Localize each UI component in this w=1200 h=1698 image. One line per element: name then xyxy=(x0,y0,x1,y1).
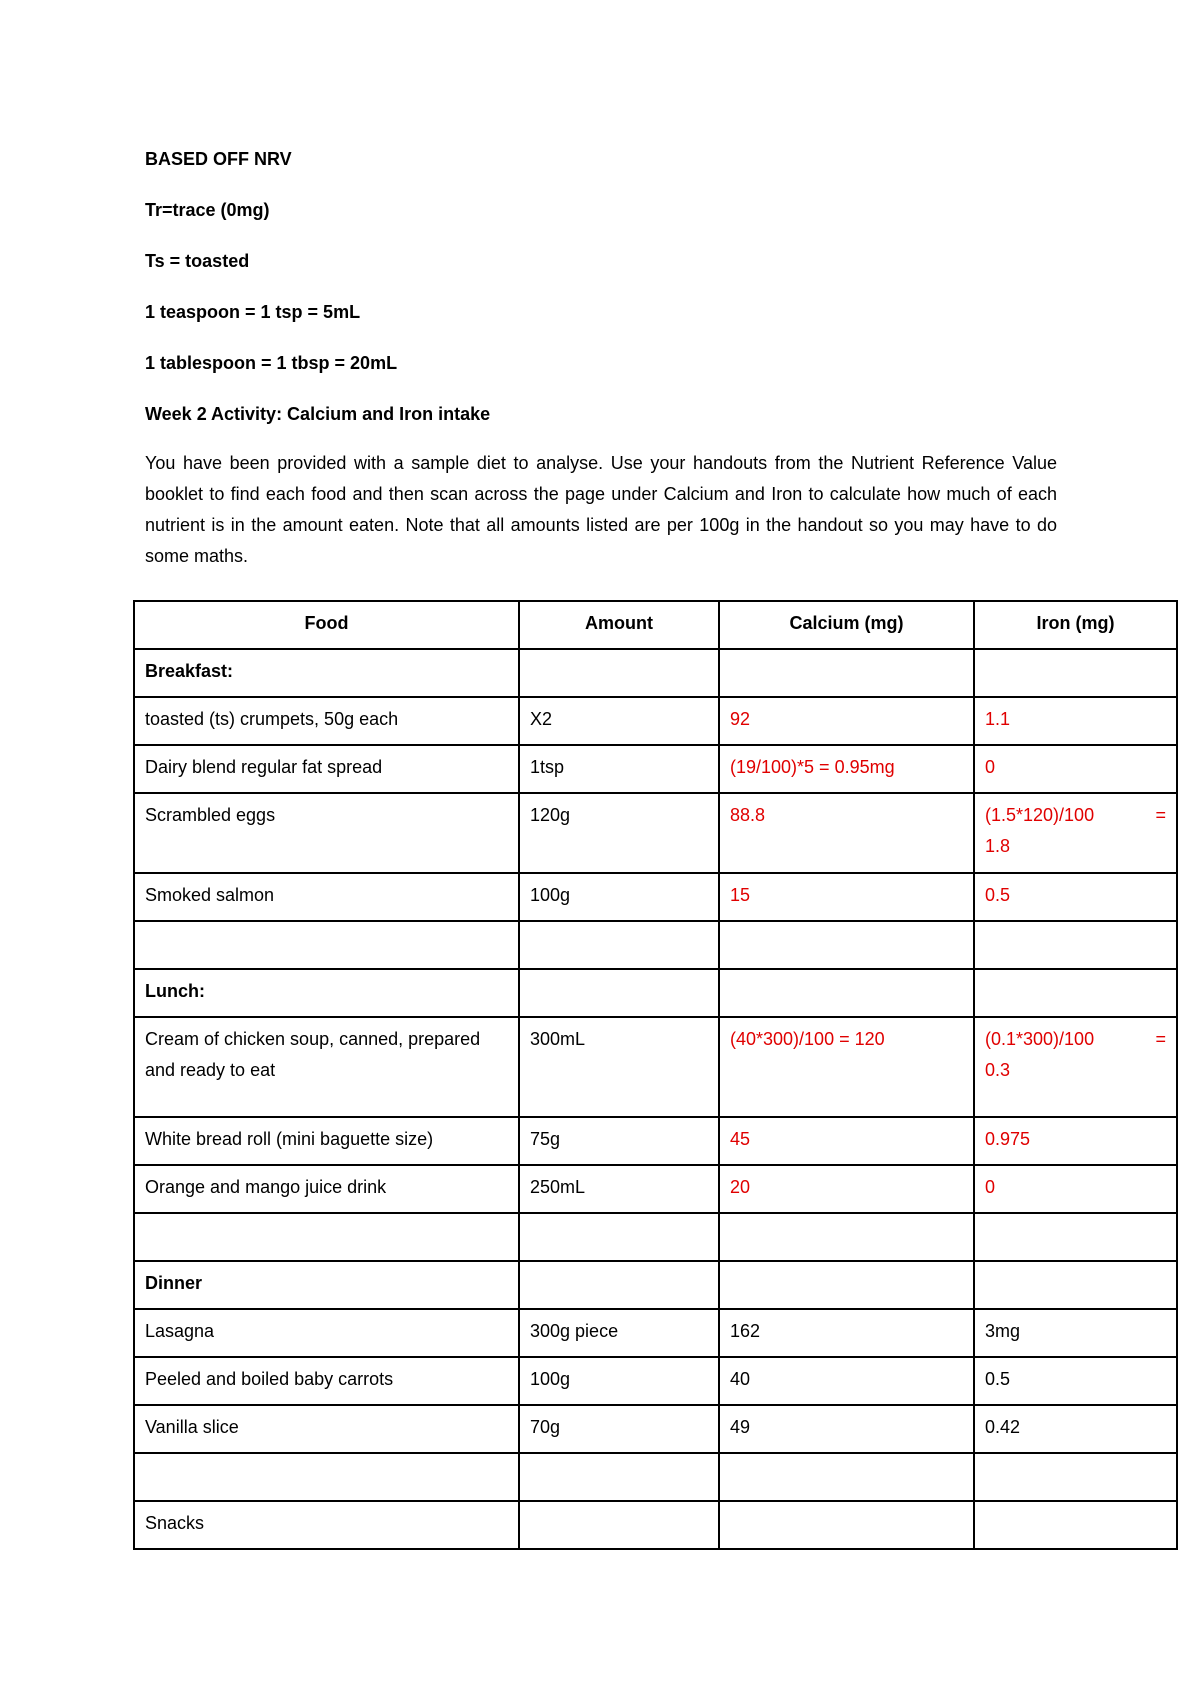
table-row xyxy=(134,1213,1177,1261)
cell-iron: 0 xyxy=(974,1165,1177,1213)
table-row xyxy=(134,1261,1177,1309)
cell-food: toasted (ts) crumpets, 50g each xyxy=(134,697,519,745)
cell-calcium xyxy=(719,1261,974,1309)
cell-iron: 0 xyxy=(974,745,1177,793)
header-iron: Iron (mg) xyxy=(974,601,1177,649)
cell-amount xyxy=(519,921,719,969)
cell-calcium xyxy=(719,921,974,969)
cell-calcium xyxy=(719,649,974,697)
legend-trace: Tr=trace (0mg) xyxy=(145,200,270,220)
cell-food: Lasagna xyxy=(134,1309,519,1357)
cell-food: Snacks xyxy=(134,1501,519,1549)
cell-calcium: 92 xyxy=(719,697,974,745)
table-row xyxy=(134,1501,1177,1549)
diet-analysis-table xyxy=(133,600,1178,1550)
iron-result: 0.3 xyxy=(985,1060,1011,1080)
cell-calcium: (19/100)*5 = 0.95mg xyxy=(719,745,974,793)
header-amount: Amount xyxy=(519,601,719,649)
cell-food: Cream of chicken soup, canned, prepared and ready to eat xyxy=(134,1017,519,1117)
cell-food: Peeled and boiled baby carrots xyxy=(134,1357,519,1405)
header-food: Food xyxy=(134,601,519,649)
cell-iron: 0.42 xyxy=(974,1405,1177,1453)
cell-iron xyxy=(974,1453,1177,1501)
cell-food xyxy=(134,1213,519,1261)
cell-amount xyxy=(519,1213,719,1261)
iron-formula-line xyxy=(985,1024,1166,1055)
cell-amount xyxy=(519,1261,719,1309)
header-calcium: Calcium (mg) xyxy=(719,601,974,649)
cell-iron xyxy=(974,921,1177,969)
legend-toasted: Ts = toasted xyxy=(145,251,250,271)
iron-result: 1.8 xyxy=(985,836,1011,856)
table-row xyxy=(134,969,1177,1017)
cell-iron xyxy=(974,649,1177,697)
cell-amount: 70g xyxy=(519,1405,719,1453)
instructions-paragraph: You have been provided with a sample diet to analyse. Use your handouts from the Nutrient Reference Value booklet to find each food and then scan across the page under Calcium and Iron to calculate how much of each nutrient is in the amount eaten. Note that all amounts listed are per 100g in the handout so you may have to do some maths. xyxy=(145,453,1057,566)
table-row xyxy=(134,1117,1177,1165)
cell-calcium: 40 xyxy=(719,1357,974,1405)
cell-food: Lunch: xyxy=(134,969,519,1017)
activity-title: Week 2 Activity: Calcium and Iron intake xyxy=(145,404,491,424)
cell-food: Vanilla slice xyxy=(134,1405,519,1453)
cell-calcium: 88.8 xyxy=(719,793,974,873)
cell-calcium: 45 xyxy=(719,1117,974,1165)
table-row xyxy=(134,793,1177,873)
iron-equals: = xyxy=(1155,1029,1166,1049)
cell-amount: 1tsp xyxy=(519,745,719,793)
cell-iron: 0.5 xyxy=(974,1357,1177,1405)
cell-amount: 100g xyxy=(519,1357,719,1405)
cell-calcium xyxy=(719,1501,974,1549)
table-row xyxy=(134,1405,1177,1453)
cell-iron: 0.975 xyxy=(974,1117,1177,1165)
cell-calcium: 49 xyxy=(719,1405,974,1453)
cell-iron: 0.5 xyxy=(974,873,1177,921)
table-row xyxy=(134,1357,1177,1405)
cell-food: Dinner xyxy=(134,1261,519,1309)
cell-iron xyxy=(974,1501,1177,1549)
cell-amount: 100g xyxy=(519,873,719,921)
cell-calcium: 15 xyxy=(719,873,974,921)
cell-food: Dairy blend regular fat spread xyxy=(134,745,519,793)
table-row xyxy=(134,1165,1177,1213)
cell-calcium xyxy=(719,1453,974,1501)
table-row xyxy=(134,697,1177,745)
cell-iron: 1.1 xyxy=(974,697,1177,745)
iron-formula: (0.1*300)/100 xyxy=(985,1029,1095,1049)
cell-food xyxy=(134,1453,519,1501)
cell-food: Scrambled eggs xyxy=(134,793,519,873)
table-row xyxy=(134,1309,1177,1357)
cell-amount xyxy=(519,1453,719,1501)
cell-amount xyxy=(519,649,719,697)
cell-amount xyxy=(519,969,719,1017)
cell-food: White bread roll (mini baguette size) xyxy=(134,1117,519,1165)
cell-calcium xyxy=(719,969,974,1017)
cell-calcium: 20 xyxy=(719,1165,974,1213)
cell-iron xyxy=(974,1261,1177,1309)
table-row xyxy=(134,745,1177,793)
table-row xyxy=(134,873,1177,921)
cell-calcium xyxy=(719,1213,974,1261)
iron-formula: (1.5*120)/100 xyxy=(985,805,1095,825)
table-row xyxy=(134,921,1177,969)
cell-food: Smoked salmon xyxy=(134,873,519,921)
cell-calcium: 162 xyxy=(719,1309,974,1357)
cell-iron xyxy=(974,969,1177,1017)
cell-amount: 120g xyxy=(519,793,719,873)
iron-equals: = xyxy=(1155,805,1166,825)
cell-food: Breakfast: xyxy=(134,649,519,697)
cell-food xyxy=(134,921,519,969)
cell-amount: 300g piece xyxy=(519,1309,719,1357)
cell-amount: X2 xyxy=(519,697,719,745)
table-row xyxy=(134,1017,1177,1117)
table-row xyxy=(134,1453,1177,1501)
table-header-row xyxy=(134,601,1177,649)
cell-iron xyxy=(974,1017,1177,1117)
cell-iron xyxy=(974,793,1177,873)
heading-nrv: BASED OFF NRV xyxy=(145,149,292,169)
cell-amount: 75g xyxy=(519,1117,719,1165)
cell-amount: 250mL xyxy=(519,1165,719,1213)
legend-tablespoon: 1 tablespoon = 1 tbsp = 20mL xyxy=(145,353,398,373)
cell-calcium: (40*300)/100 = 120 xyxy=(719,1017,974,1117)
cell-amount xyxy=(519,1501,719,1549)
table-row xyxy=(134,649,1177,697)
cell-amount: 300mL xyxy=(519,1017,719,1117)
cell-food: Orange and mango juice drink xyxy=(134,1165,519,1213)
cell-iron xyxy=(974,1213,1177,1261)
legend-teaspoon: 1 teaspoon = 1 tsp = 5mL xyxy=(145,302,361,322)
cell-iron: 3mg xyxy=(974,1309,1177,1357)
iron-formula-line xyxy=(985,800,1166,831)
document-header xyxy=(145,148,1057,572)
